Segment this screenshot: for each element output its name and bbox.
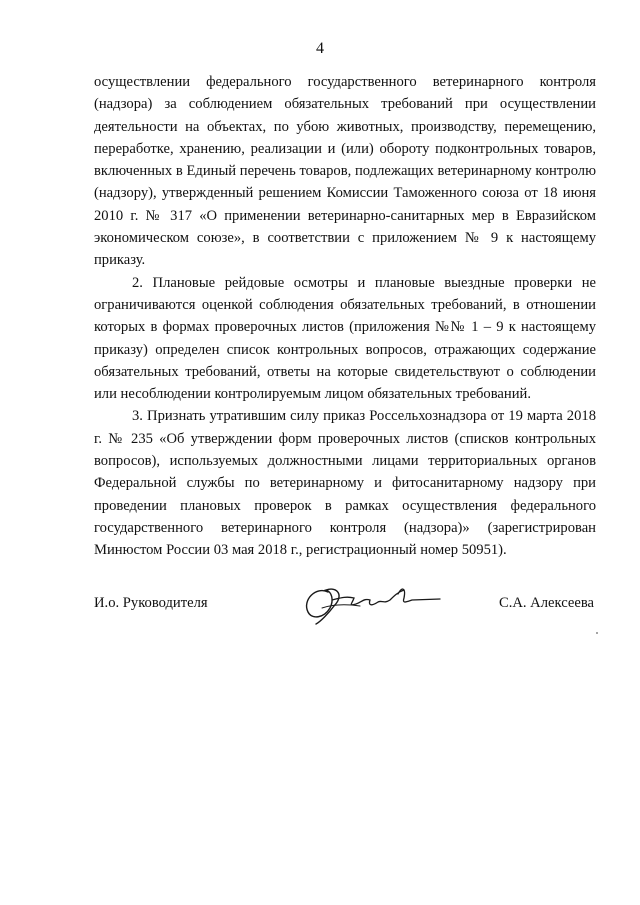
signatory-name: С.А. Алексеева	[498, 595, 594, 611]
paragraph-2: 2. Плановые рейдовые осмотры и плановые выездные проверки не ограничиваются оценкой соблюдения обязательных требований, в отношении которых в формах проверочных листов (приложения №№ 1 – 9 к настоящему приказу) определен список контрольных вопросов, отражающих содержание обязательных требований, ответы на которые свидетельствуют о соблюдении или несоблюдении контролируемым лицом обязательных требований.	[94, 274, 596, 403]
signatory-role: И.о. Руководителя	[94, 595, 208, 611]
scan-dot	[596, 632, 598, 634]
handwritten-signature-icon	[294, 578, 444, 626]
document-body	[94, 71, 596, 562]
paragraph-3: 3. Признать утратившим силу приказ Россельхознадзора от 19 марта 2018 г. № 235 «Об утверждении форм проверочных листов (списков контрольных вопросов), используемых должностными лицами территориальных органов Федеральной службы по ветеринарному и фитосанитарному надзору при проведении плановых проверок в рамках осуществления федерального государственного ветеринарного контроля (надзора)» (зарегистрирован Минюстом России 03 мая 2018 г., регистрационный номер 50951).	[94, 408, 596, 559]
paragraph-continuation: осуществлении федерального государственного ветеринарного контроля (надзора) за соблюдением обязательных требований при осуществлении деятельности на объектах, по убою животных, производству, перемещению, переработке, хранению, реализации и (или) обороту подконтрольных товаров, включенных в Единый перечень товаров, подлежащих ветеринарному контролю (надзору), утвержденный решением Комиссии Таможенного союза от 18 июня 2010 г. № 317 «О применении ветеринарно-санитарных мер в Евразийском экономическом союзе», в соответствии с приложением № 9 к настоящему приказу.	[94, 74, 596, 269]
page-number: 4	[316, 40, 324, 57]
